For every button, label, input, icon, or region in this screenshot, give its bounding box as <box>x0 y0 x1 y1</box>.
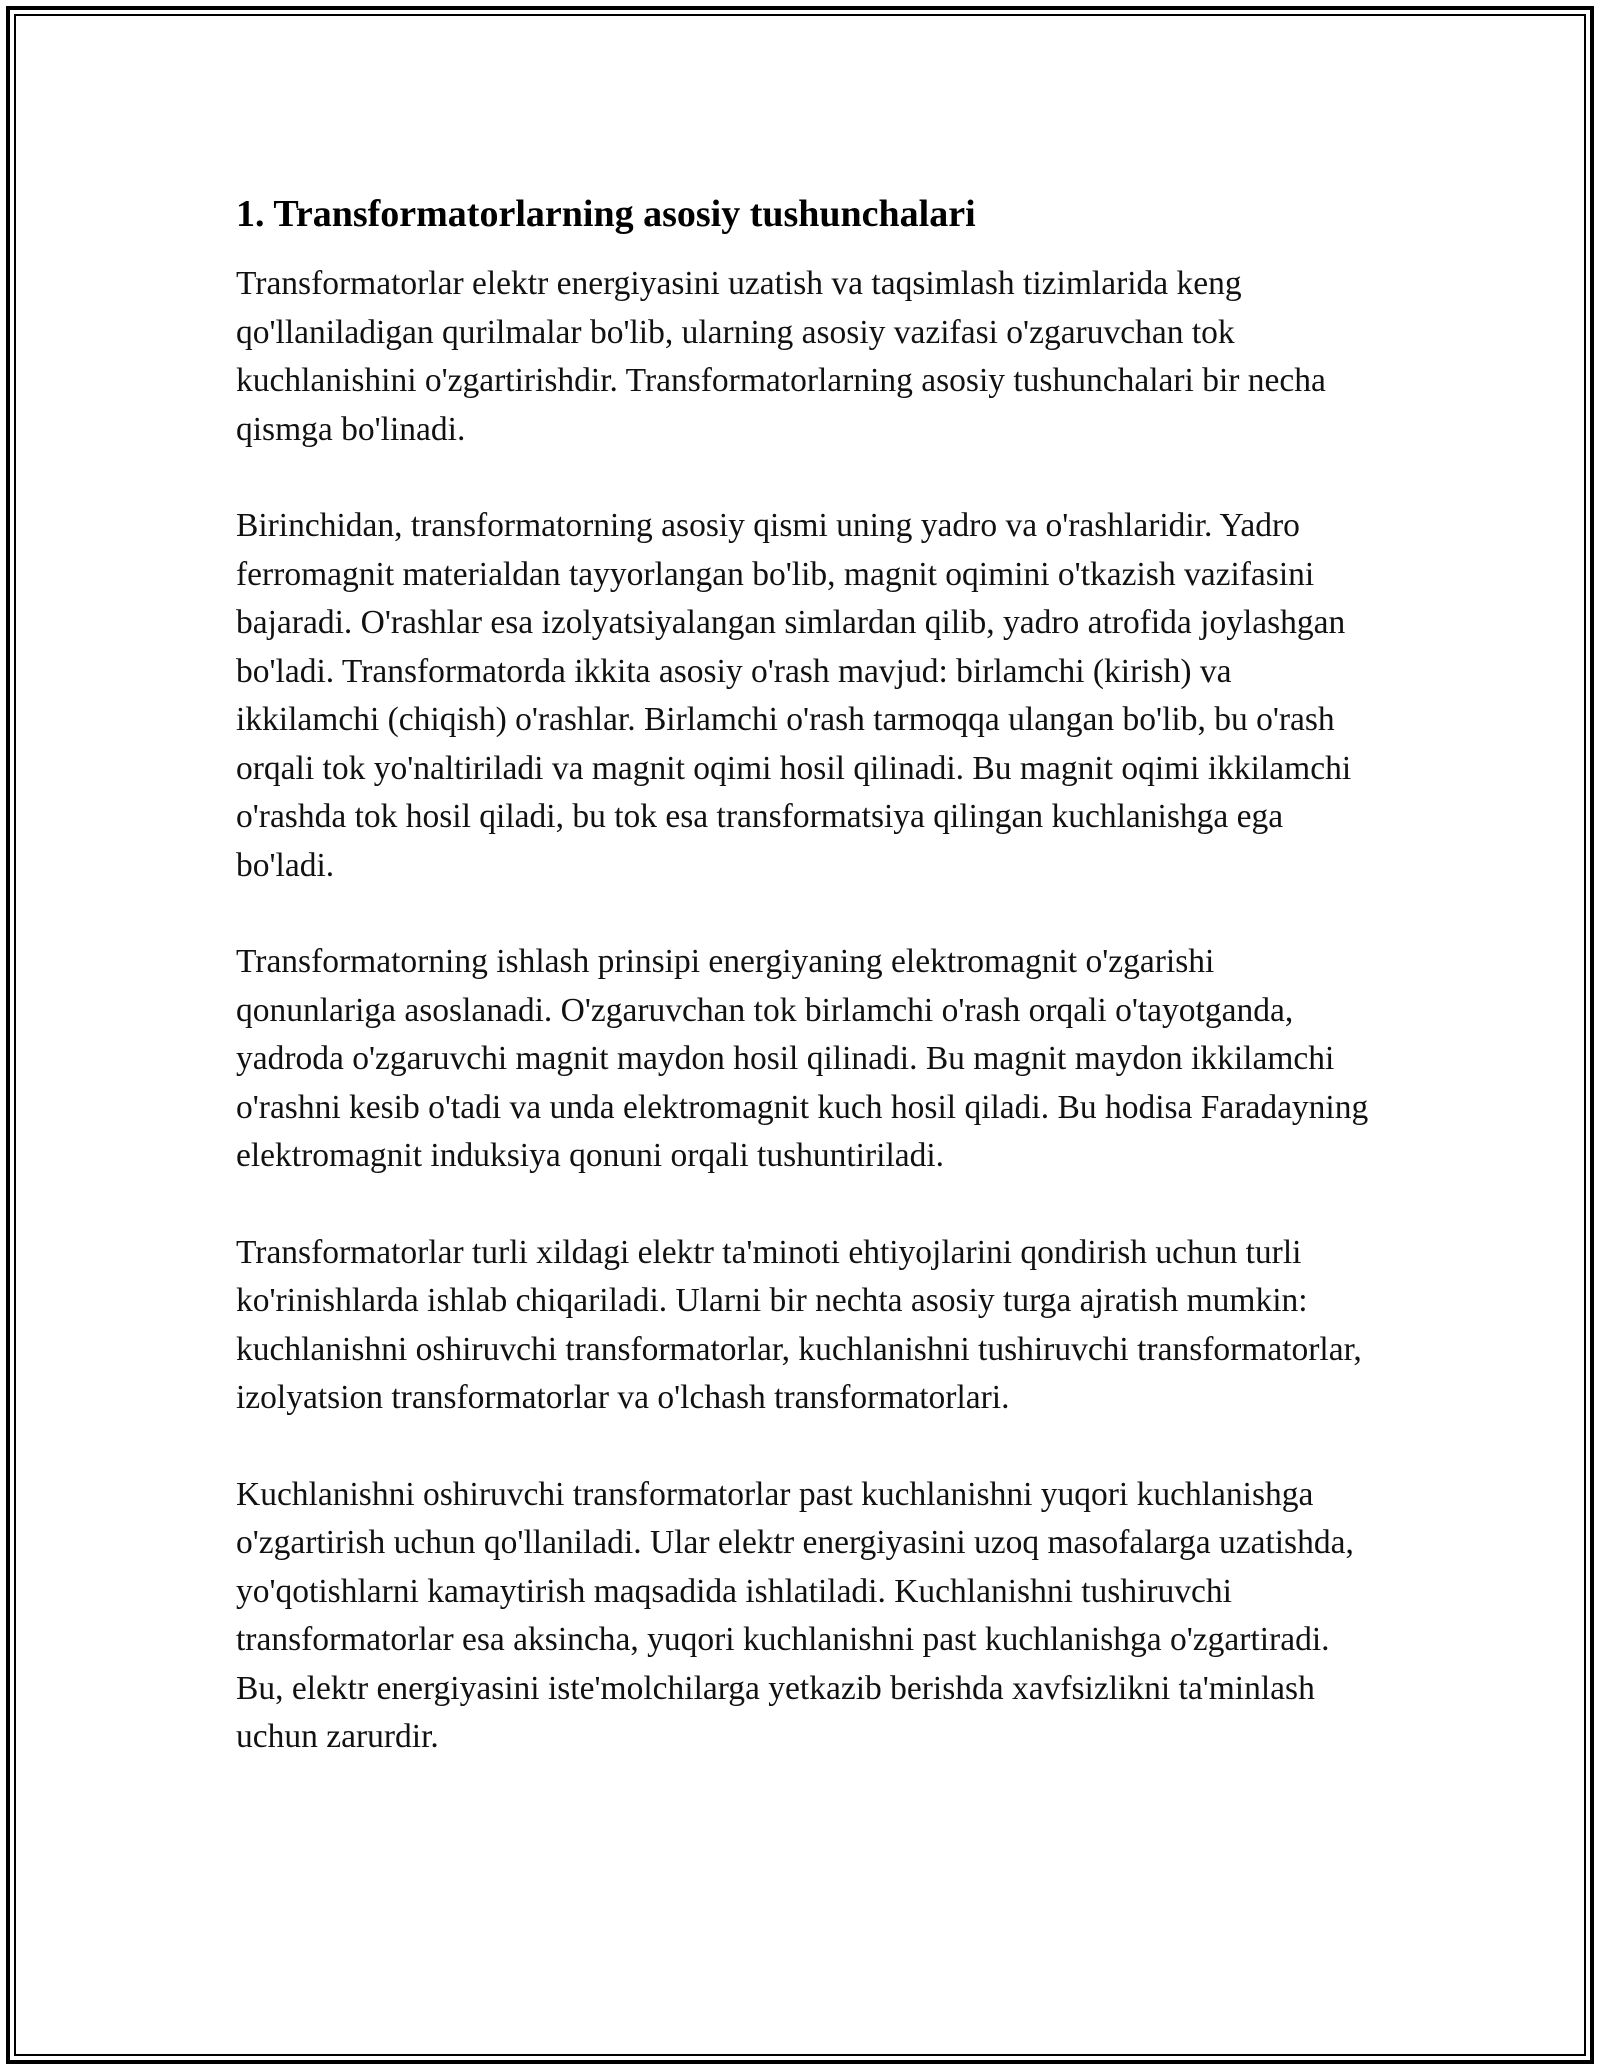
paragraph-3: Transformatorning ishlash prinsipi energiyaning elektromagnit o'zgarishi qonunlariga asoslanadi. O'zgaruvchan tok birlamchi o'rash orqali o'tayotganda, yadroda o'zgaruvchi magnit maydon hosil qilinadi. Bu magnit maydon ikkilamchi o'rashni kesib o'tadi va unda elektromagnit kuch hosil qiladi. Bu hodisa Faradayning elektromagnit induksiya qonuni orqali tushuntiriladi. <box>236 943 1369 1174</box>
paragraph-5: Kuchlanishni oshiruvchi transformatorlar past kuchlanishni yuqori kuchlanishga o'zgartirish uchun qo'llaniladi. Ular elektr energiyasini uzoq masofalarga uzatishda, yo'qotishlarni kamaytirish maqsadida ishlatiladi. Kuchlanishni tushiruvchi transformatorlar esa aksincha, yuqori kuchlanishni past kuchlanishga o'zgartiradi. Bu, elektr energiyasini iste'molchilarga yetkazib berishda xavfsizlikni ta'minlash uchun zarurdir. <box>236 1475 1354 1755</box>
document-body <box>236 186 1376 1810</box>
paragraph-1: Transformatorlar elektr energiyasini uzatish va taqsimlash tizimlarida keng qo'llaniladigan qurilmalar bo'lib, ularning asosiy vazifasi o'zgaruvchan tok kuchlanishini o'zgartirishdir. Transformatorlarning asosiy tushunchalari bir necha qismga bo'linadi. <box>236 265 1326 448</box>
paragraph-4: Transformatorlar turli xildagi elektr ta'minoti ehtiyojlarini qondirish uchun turli ko'rinishlarda ishlab chiqariladi. Ularni bir nechta asosiy turga ajratish mumkin: kuchlanishni oshiruvchi transformatorlar, kuchlanishni tushiruvchi transformatorlar, izolyatsion transformatorlar va o'lchash transformatorlari. <box>236 1233 1362 1416</box>
paragraph-2: Birinchidan, transformatorning asosiy qismi uning yadro va o'rashlaridir. Yadro ferromagnit materialdan tayyorlangan bo'lib, magnit oqimini o'tkazish vazifasini bajaradi. O'rashlar esa izolyatsiyalangan simlardan qilib, yadro atrofida joylashgan bo'ladi. Transformatorda ikkita asosiy o'rash mavjud: birlamchi (kirish) va ikkilamchi (chiqish) o'rashlar. Birlamchi o'rash tarmoqqa ulangan bo'lib, bu o'rash orqali tok yo'naltiriladi va magnit oqimi hosil qilinadi. Bu magnit oqimi ikkilamchi o'rashda tok hosil qiladi, bu tok esa transformatsiya qilingan kuchlanishga ega bo'ladi. <box>236 507 1352 884</box>
section-heading: 1. Transformatorlarning asosiy tushunchalari <box>236 193 976 235</box>
